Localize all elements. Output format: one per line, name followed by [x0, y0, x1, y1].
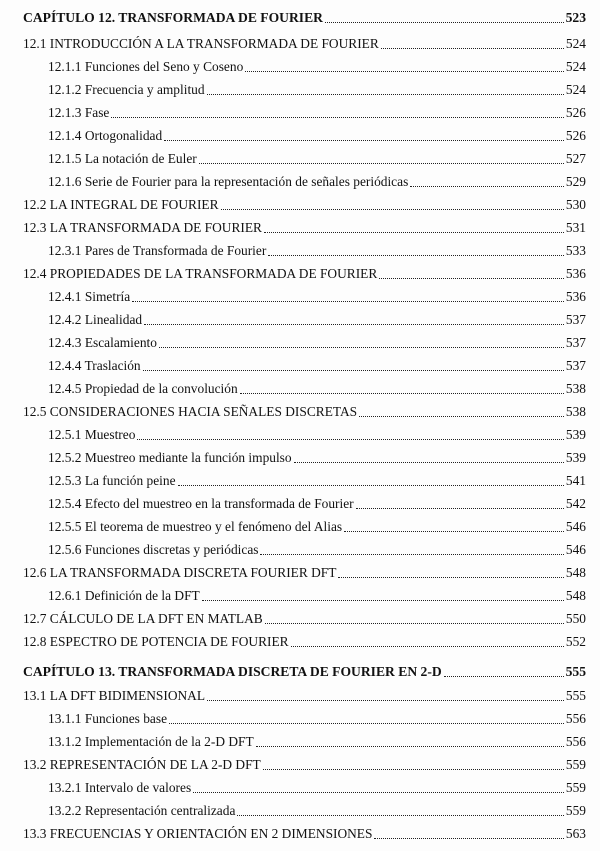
toc-entry-12-6-1[interactable] — [48, 584, 586, 604]
toc-entry-title: 13.1.1 Funciones base — [48, 711, 168, 726]
toc-dot-leader — [344, 531, 564, 532]
toc-entry-12-8[interactable] — [23, 630, 586, 650]
toc-entry-title: 12.3.1 Pares de Transformada de Fourier — [48, 243, 267, 258]
toc-dot-leader — [137, 439, 564, 440]
toc-entry-title: 13.2.2 Representación centralizada — [48, 803, 236, 818]
toc-entry-12-5-6[interactable] — [48, 538, 586, 558]
toc-dot-leader — [111, 117, 564, 118]
toc-entry-12-4[interactable] — [23, 262, 586, 282]
toc-page-number: 531 — [565, 220, 586, 235]
toc-dot-leader — [265, 623, 564, 624]
toc-entry-chapter-12[interactable] — [23, 6, 586, 26]
toc-entry-12-5-2[interactable] — [48, 446, 586, 466]
toc-entry-chapter-13[interactable] — [23, 660, 586, 680]
toc-dot-leader — [410, 186, 564, 187]
toc-page-number: 548 — [565, 565, 586, 580]
toc-entry-title: CAPÍTULO 12. TRANSFORMADA DE FOURIER — [23, 10, 323, 25]
toc-entry-12-4-2[interactable] — [48, 308, 586, 328]
toc-entry-12-5-5[interactable] — [48, 515, 586, 535]
toc-dot-leader — [199, 163, 564, 164]
toc-entry-title: 12.1.5 La notación de Euler — [48, 151, 197, 166]
toc-entry-12-4-1[interactable] — [48, 285, 586, 305]
toc-page-number: 526 — [565, 128, 586, 143]
toc-dot-leader — [143, 370, 564, 371]
toc-page-number: 559 — [565, 780, 586, 795]
toc-page-number: 526 — [565, 105, 586, 120]
toc-entry-title: 13.2 REPRESENTACIÓN DE LA 2-D DFT — [23, 757, 261, 772]
toc-dot-leader — [263, 769, 564, 770]
toc-entry-12-4-5[interactable] — [48, 377, 586, 397]
toc-dot-leader — [207, 700, 564, 701]
toc-page-number: 537 — [565, 312, 586, 327]
toc-entry-13-3[interactable] — [23, 822, 586, 842]
toc-entry-title: 12.4.2 Linealidad — [48, 312, 143, 327]
toc-entry-13-1[interactable] — [23, 684, 586, 704]
toc-entry-12-4-3[interactable] — [48, 331, 586, 351]
toc-entry-title: 13.1 LA DFT BIDIMENSIONAL — [23, 688, 206, 703]
toc-entry-title: 12.5.3 La función peine — [48, 473, 176, 488]
toc-dot-leader — [264, 232, 564, 233]
toc-entry-12-1-3[interactable] — [48, 101, 586, 121]
toc-dot-leader — [294, 462, 564, 463]
toc-page-number: 541 — [565, 473, 586, 488]
toc-entry-title: 12.2 LA INTEGRAL DE FOURIER — [23, 197, 219, 212]
toc-entry-title: 12.4.1 Simetría — [48, 289, 131, 304]
toc-entry-title: 12.4.5 Propiedad de la convolución — [48, 381, 238, 396]
toc-entry-title: 12.4.4 Traslación — [48, 358, 141, 373]
toc-page-number: 555 — [565, 664, 586, 679]
toc-page-number: 552 — [565, 634, 586, 649]
toc-entry-12-5-1[interactable] — [48, 423, 586, 443]
toc-dot-leader — [164, 140, 564, 141]
toc-page-number: 529 — [565, 174, 586, 189]
toc-page-number: 538 — [565, 404, 586, 419]
toc-page-number: 556 — [565, 734, 586, 749]
toc-entry-13-2-1[interactable] — [48, 776, 586, 796]
toc-dot-leader — [291, 646, 564, 647]
toc-entry-12-1-1[interactable] — [48, 55, 586, 75]
toc-entry-title: 12.1.6 Serie de Fourier para la representación de señales periódicas — [48, 174, 409, 189]
toc-entry-title: 12.1.4 Ortogonalidad — [48, 128, 163, 143]
toc-entry-title: 12.5.5 El teorema de muestreo y el fenómeno del Alias — [48, 519, 343, 534]
toc-dot-leader — [338, 577, 563, 578]
toc-dot-leader — [207, 94, 564, 95]
toc-entry-title: 12.1.1 Funciones del Seno y Coseno — [48, 59, 244, 74]
toc-entry-title: 12.5 CONSIDERACIONES HACIA SEÑALES DISCRETAS — [23, 404, 358, 419]
toc-page-number: 559 — [565, 757, 586, 772]
toc-dot-leader — [379, 278, 564, 279]
toc-dot-leader — [260, 554, 563, 555]
toc-page-number: 555 — [565, 688, 586, 703]
toc-entry-12-5[interactable] — [23, 400, 586, 420]
toc-dot-leader — [202, 600, 564, 601]
toc-entry-12-1-4[interactable] — [48, 124, 586, 144]
toc-page-number: 550 — [565, 611, 586, 626]
toc-entry-title: 12.5.1 Muestreo — [48, 427, 136, 442]
toc-entry-title: 12.7 CÁLCULO DE LA DFT EN MATLAB — [23, 611, 263, 626]
toc-page-number: 536 — [565, 266, 586, 281]
toc-dot-leader — [144, 324, 564, 325]
toc-page-number: 546 — [565, 542, 586, 557]
toc-entry-13-1-2[interactable] — [48, 730, 586, 750]
toc-entry-title: 12.1.3 Fase — [48, 105, 110, 120]
toc-entry-12-3[interactable] — [23, 216, 586, 236]
toc-dot-leader — [240, 393, 564, 394]
toc-dot-leader — [193, 792, 564, 793]
toc-dot-leader — [374, 838, 563, 839]
toc-page-number: 524 — [565, 82, 586, 97]
toc-entry-title: 12.4.3 Escalamiento — [48, 335, 157, 350]
toc-page-number: 537 — [565, 358, 586, 373]
toc-dot-leader — [325, 22, 564, 23]
toc-page-number: 542 — [565, 496, 586, 511]
toc-dot-leader — [132, 301, 564, 302]
toc-dot-leader — [444, 676, 564, 677]
toc-entry-title: 12.1.2 Frecuencia y amplitud — [48, 82, 205, 97]
toc-entry-12-1-6[interactable] — [48, 170, 586, 190]
toc-entry-title: 12.3 LA TRANSFORMADA DE FOURIER — [23, 220, 262, 235]
toc-entry-title: 12.6 LA TRANSFORMADA DISCRETA FOURIER DFT — [23, 565, 337, 580]
toc-dot-leader — [221, 209, 564, 210]
toc-page-number: 533 — [565, 243, 586, 258]
toc-entry-title: 12.8 ESPECTRO DE POTENCIA DE FOURIER — [23, 634, 289, 649]
toc-dot-leader — [381, 48, 564, 49]
toc-entry-12-3-1[interactable] — [48, 239, 586, 259]
toc-entry-12-1-5[interactable] — [48, 147, 586, 167]
toc-dot-leader — [356, 508, 564, 509]
toc-entry-12-7[interactable] — [23, 607, 586, 627]
toc-entry-13-1-1[interactable] — [48, 707, 586, 727]
toc-page-number: 563 — [565, 826, 586, 841]
toc-dot-leader — [245, 71, 564, 72]
toc-entry-title: 12.5.6 Funciones discretas y periódicas — [48, 542, 259, 557]
toc-page-number: 524 — [565, 59, 586, 74]
toc-page-number: 539 — [565, 450, 586, 465]
toc-page-number: 539 — [565, 427, 586, 442]
toc-dot-leader — [159, 347, 564, 348]
toc-entry-title: 13.1.2 Implementación de la 2-D DFT — [48, 734, 254, 749]
toc-dot-leader — [169, 723, 564, 724]
toc-dot-leader — [178, 485, 564, 486]
toc-entry-12-1-2[interactable] — [48, 78, 586, 98]
toc-entry-12-5-3[interactable] — [48, 469, 586, 489]
toc-page-number: 548 — [565, 588, 586, 603]
toc-entry-title: 12.1 INTRODUCCIÓN A LA TRANSFORMADA DE FOURIER — [23, 36, 379, 51]
toc-page-number: 527 — [565, 151, 586, 166]
toc-entry-title: CAPÍTULO 13. TRANSFORMADA DISCRETA DE FOURIER EN 2-D — [23, 664, 442, 679]
toc-entry-title: 13.2.1 Intervalo de valores — [48, 780, 192, 795]
toc-entry-12-5-4[interactable] — [48, 492, 586, 512]
toc-entry-title: 12.5.2 Muestreo mediante la función impulso — [48, 450, 292, 465]
toc-entry-title: 12.6.1 Definición de la DFT — [48, 588, 200, 603]
toc-page-number: 546 — [565, 519, 586, 534]
toc-entry-12-6[interactable] — [23, 561, 586, 581]
toc-entry-12-1[interactable] — [23, 32, 586, 52]
toc-dot-leader — [237, 815, 564, 816]
toc-entry-13-2[interactable] — [23, 753, 586, 773]
toc-page-number: 537 — [565, 335, 586, 350]
toc-dot-leader — [268, 255, 564, 256]
toc-page-number: 559 — [565, 803, 586, 818]
toc-page-number: 538 — [565, 381, 586, 396]
toc-page-number: 556 — [565, 711, 586, 726]
toc-page-number: 530 — [565, 197, 586, 212]
toc-entry-12-2[interactable] — [23, 193, 586, 213]
toc-dot-leader — [256, 746, 564, 747]
toc-page-number: 524 — [565, 36, 586, 51]
toc-entry-13-2-2[interactable] — [48, 799, 586, 819]
toc-entry-title: 12.5.4 Efecto del muestreo en la transformada de Fourier — [48, 496, 354, 511]
toc-entry-12-4-4[interactable] — [48, 354, 586, 374]
toc-entry-title: 13.3 FRECUENCIAS Y ORIENTACIÓN EN 2 DIMENSIONES — [23, 826, 373, 841]
toc-page-number: 536 — [565, 289, 586, 304]
toc-dot-leader — [359, 416, 564, 417]
toc-entry-title: 12.4 PROPIEDADES DE LA TRANSFORMADA DE FOURIER — [23, 266, 378, 281]
toc-page-number: 523 — [565, 10, 586, 25]
